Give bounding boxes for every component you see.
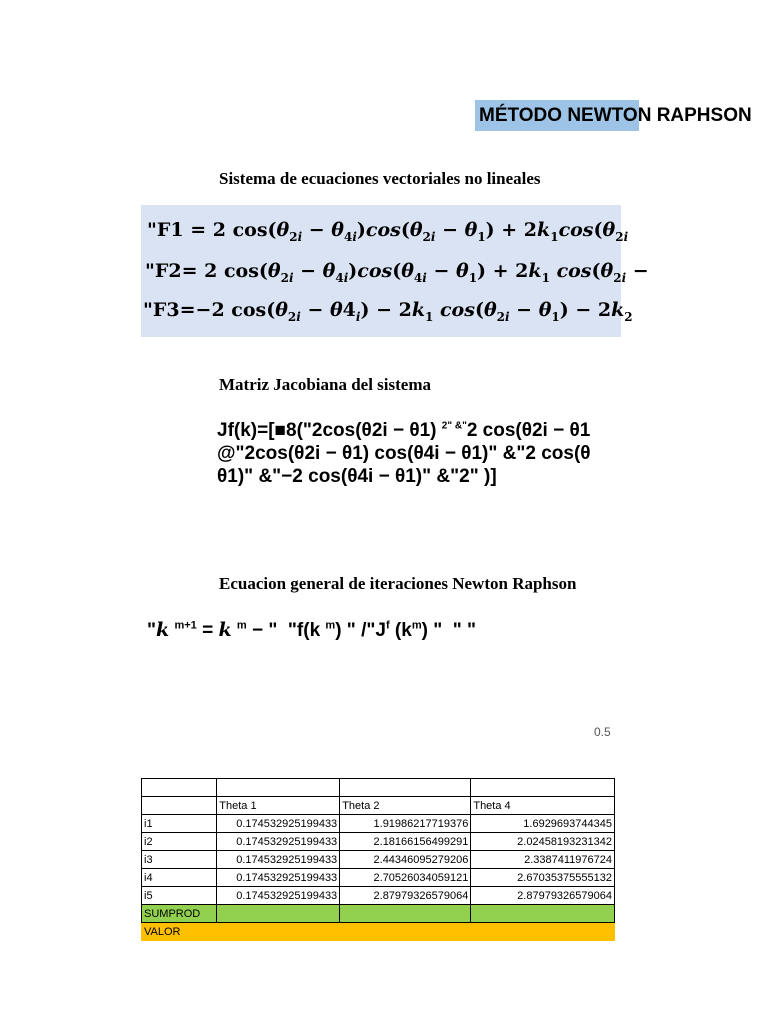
header-cell[interactable] xyxy=(142,797,217,815)
valor-cell[interactable] xyxy=(471,923,615,941)
row-label[interactable]: i4 xyxy=(142,869,217,887)
sumprod-cell[interactable] xyxy=(471,905,615,923)
cell-theta-2[interactable]: 1.91986217719376 xyxy=(340,815,471,833)
cell-theta-2[interactable]: 2.87979326579064 xyxy=(340,887,471,905)
theta-table xyxy=(141,778,615,941)
row-label[interactable]: i1 xyxy=(142,815,217,833)
jacobian-line-1: Jf(k)=[■8("2cos(θ2i − θ1) $^{2" \&"}$2 cos(θ2i − θ1 xyxy=(217,420,591,441)
valor-label[interactable]: VALOR xyxy=(142,923,217,941)
jacobian-line-3: θ1)" &"−2 cos(θ4i − θ1)" &"2" )] xyxy=(217,466,497,487)
table-row xyxy=(142,833,615,851)
table-row xyxy=(142,815,615,833)
page-title: MÉTODO NEWTON RAPHSON xyxy=(475,100,639,131)
cell-theta-1[interactable]: 0.174532925199433 xyxy=(217,851,340,869)
cell-theta-1[interactable]: 0.174532925199433 xyxy=(217,869,340,887)
header-theta-2[interactable]: Theta 2 xyxy=(340,797,471,815)
valor-cell[interactable] xyxy=(217,923,340,941)
jacobian-heading: Matriz Jacobiana del sistema xyxy=(219,375,431,394)
cell-theta-4[interactable]: 2.87979326579064 xyxy=(471,887,615,905)
cell-theta-2[interactable]: 2.70526034059121 xyxy=(340,869,471,887)
jacobian-line-2: @"2cos(θ2i − θ1) cos(θ4i − θ1)" &"2 cos(θ xyxy=(217,443,591,464)
parameter-value: 0.5 xyxy=(594,725,611,739)
row-label[interactable]: i2 xyxy=(142,833,217,851)
header-theta-4[interactable]: Theta 4 xyxy=(471,797,615,815)
cell-theta-4[interactable]: 2.02458193231342 xyxy=(471,833,615,851)
row-label[interactable]: i5 xyxy=(142,887,217,905)
equation-box xyxy=(141,205,649,337)
table-empty-row xyxy=(142,779,615,797)
valor-cell[interactable] xyxy=(340,923,471,941)
equation-f1: "F1 = 2 $\cos(\theta_{2i} - \theta_{4i})\cos(\theta_{2i} - \theta_1) + 2k_1\cos(\theta_{2i}$ xyxy=(147,219,629,244)
newton-formula: "k $^{m+1}$ = k $^m$ − " "f(k $^m$) " $/"J^f$ $(k^m)$ " " " xyxy=(147,619,477,641)
sumprod-cell[interactable] xyxy=(217,905,340,923)
cell-theta-2[interactable]: 2.44346095279206 xyxy=(340,851,471,869)
system-heading: Sistema de ecuaciones vectoriales no lineales xyxy=(219,169,541,188)
row-label[interactable]: i3 xyxy=(142,851,217,869)
cell-theta-1[interactable]: 0.174532925199433 xyxy=(217,887,340,905)
sumprod-label[interactable]: SUMPROD xyxy=(142,905,217,923)
cell-theta-1[interactable]: 0.174532925199433 xyxy=(217,833,340,851)
header-theta-1[interactable]: Theta 1 xyxy=(217,797,340,815)
equation-f2: "F2= 2 $\cos(\theta_{2i} - \theta_{4i})\cos(\theta_{4i} - \theta_1) + 2k_1$ $\cos(\theta_{2i}$ − xyxy=(145,260,649,285)
table-row xyxy=(142,887,615,905)
table-row xyxy=(142,851,615,869)
equation-f3: "F3=−2 $\cos(\theta_{2i} - \theta 4_i) - 2k_1$ $\cos(\theta_{2i} - \theta_1) - 2k_2$ xyxy=(143,299,633,324)
cell-theta-4[interactable]: 2.67035375555132 xyxy=(471,869,615,887)
cell-theta-4[interactable]: 2.3387411976724 xyxy=(471,851,615,869)
table-row xyxy=(142,869,615,887)
cell-theta-2[interactable]: 2.18166156499291 xyxy=(340,833,471,851)
cell-theta-4[interactable]: 1.6929693744345 xyxy=(471,815,615,833)
valor-row xyxy=(142,923,615,941)
table-header-row xyxy=(142,797,615,815)
cell-theta-1[interactable]: 0.174532925199433 xyxy=(217,815,340,833)
newton-heading: Ecuacion general de iteraciones Newton Raphson xyxy=(219,574,577,593)
sumprod-cell[interactable] xyxy=(340,905,471,923)
sumprod-row xyxy=(142,905,615,923)
